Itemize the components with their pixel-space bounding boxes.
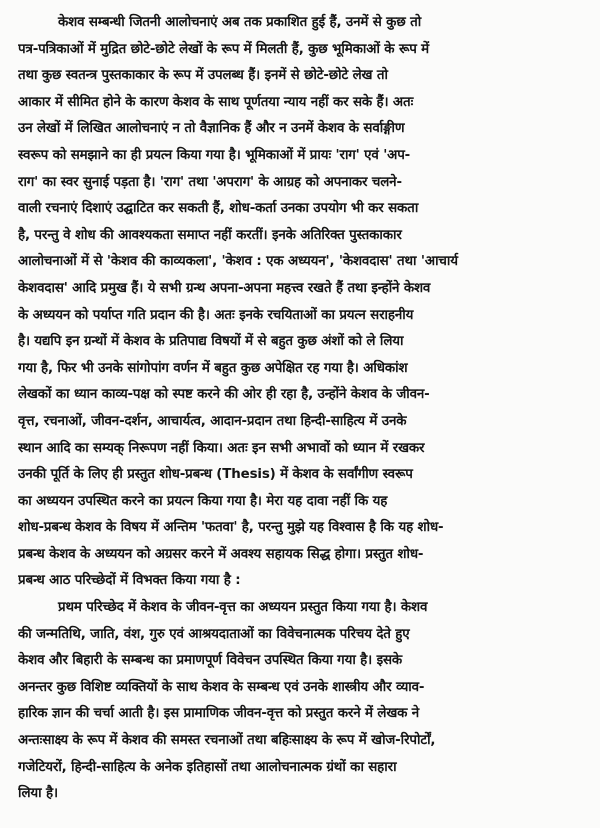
text-line: पत्र-पत्रिकाओं में मुद्रित छोटे-छोटे लेखों के रूप में मिलती हैं, कुछ भूमिकाओं के रूप में [18,41,430,57]
text-line: है, परन्तु वे शोध की आवश्यकता समाप्त नहीं करतीं। इनके अतिरिक्त पुस्तकाकार [18,227,402,243]
text-line: लिया है। [18,786,58,802]
text-line: उन लेखों में लिखित आलोचनाएं न तो वैज्ञानिक हैं और न उनमें केशव के सर्वाङ्गीण [18,121,405,137]
paragraph-intro [18,10,586,595]
text-line: राग' का स्वर सुनाई पड़ता है। 'राग' तथा 'अपराग' के आग्रह को अपनाकर चलने- [18,174,402,190]
text-line: प्रबन्ध केशव के अध्ययन को अग्रसर करने में अवश्य सहायक सिद्ध होगा। प्रस्तुत शोध- [18,546,424,562]
text-line: तथा कुछ स्वतन्त्र पुस्तकाकार के रूप में उपलब्ध हैं। इनमें से छोटे-छोटे लेख तो [18,68,388,84]
text-line: स्वरूप को समझाने का ही प्रयत्न किया गया है। भूमिकाओं में प्रायः 'राग' एवं 'अप- [18,147,411,163]
text-line: अनन्तर कुछ विशिष्ट व्यक्तियों के साथ केशव के सम्बन्ध एवं उनके शास्त्रीय और व्याव- [18,679,425,695]
text-line: की जन्मतिथि, जाति, वंश, गुरु एवं आश्रयदाताओं का विवेचनात्मक परिचय देते हुए [18,626,410,642]
text-line: प्रबन्ध आठ परिच्छेदों में विभक्त किया गया है : [18,573,241,589]
text-line: के अध्ययन को पर्याप्त गति प्रदान की है। अतः इनके रचयिताओं का प्रयत्न सराहनीय [18,307,414,323]
text-line: लेखकों का ध्यान काव्य-पक्ष को स्पष्ट करने की ओर ही रहा है, उन्होंने केशव के जीवन- [18,387,430,403]
paragraph-chapter-one [18,595,586,808]
text-line: उनकी पूर्ति के लिए ही प्रस्तुत शोध-प्रबन्ध (Thesis) में केशव के सर्वांगीण स्वरूप [18,467,413,483]
text-line: स्थान आदि का सम्यक् निरूपण नहीं किया। अतः इन सभी अभावों को ध्यान में रखकर [18,440,425,456]
text-line: वृत्त, रचनाओं, जीवन-दर्शन, आचार्यत्व, आदान-प्रदान तथा हिन्दी-साहित्य में उनके [18,413,407,429]
text-line: शोध-प्रबन्ध केशव के विषय में अन्तिम 'फतवा' है, परन्तु मुझे यह विश्वास है कि यह शोध- [18,520,444,536]
text-line: प्रथम परिच्छेद में केशव के जीवन-वृत्त का अध्ययन प्रस्तुत किया गया है। केशव [58,600,428,616]
text-line: आलोचनाओं में से 'केशव की काव्यकला', 'केशव : एक अध्ययन', 'केशवदास' तथा 'आचार्य [18,254,458,270]
text-line: हारिक ज्ञान की चर्चा आती है। इस प्रामाणिक जीवन-वृत्त को प्रस्तुत करने में लेखक ने [18,706,420,722]
text-line: गया है, फिर भी उनके सांगोपांग वर्णन में बहुत कुछ अपेक्षित रह गया है। अधिकांश [18,360,408,376]
text-line: केशव और बिहारी के सम्बन्ध का प्रमाणपूर्ण विवेचन उपस्थित किया गया है। इसके [18,653,403,669]
text-line: केशव सम्बन्धी जितनी आलोचनाएं अब तक प्रकाशित हुई हैं, उनमें से कुछ तो [58,15,422,30]
text-line: है। यद्यपि इन ग्रन्थों में केशव के प्रतिपाद्य विषयों में से बहुत कुछ अंशों को ले लिया [18,334,404,350]
text-line: अन्तःसाक्ष्य के रूप में केशव की समस्त रचनाओं तथा बहिःसाक्ष्य के रूप में खोज-रिपोर्टों, [18,733,436,749]
text-line: वाली रचनाएं दिशाएं उद्घाटित कर सकती हैं, शोध-कर्ता उनका उपयोग भी कर सकता [18,201,419,217]
text-line: आकार में सीमित होने के कारण केशव के साथ पूर्णतया न्याय नहीं कर सके हैं। अतः [18,94,414,110]
text-line: गजेटियरों, हिन्दी-साहित्य के अनेक इतिहासों तथा आलोचनात्मक ग्रंथों का सहारा [18,759,397,775]
text-line: का अध्ययन उपस्थित करने का प्रयत्न किया गया है। मेरा यह दावा नहीं कि यह [18,493,388,509]
text-line: केशवदास' आदि प्रमुख हैं। ये सभी ग्रन्थ अपना-अपना महत्त्व रखते हैं तथा इन्होंने केशव [18,280,431,296]
